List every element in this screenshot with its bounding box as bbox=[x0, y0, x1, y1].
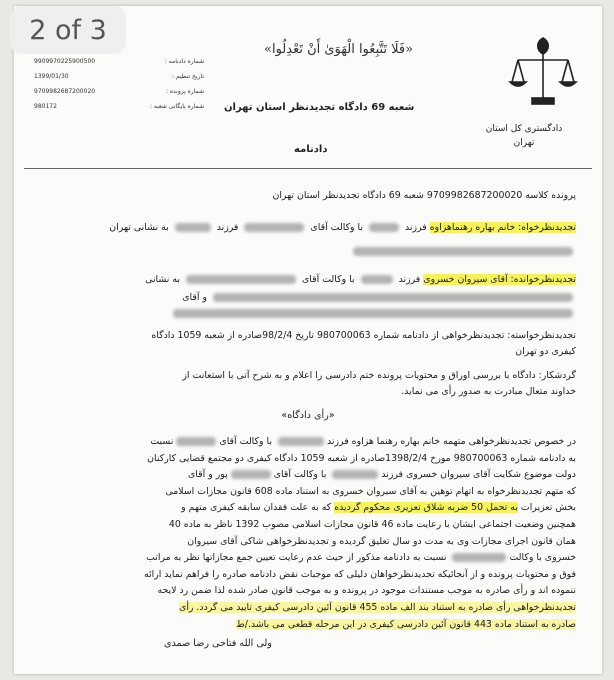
verdict-text: خسروی با وکالت bbox=[509, 552, 576, 564]
respondent-line bbox=[145, 272, 576, 288]
judiciary-emblem-icon bbox=[508, 32, 578, 110]
verdict-text: تجدیدنظرخواهی رأی صادره به استناد بند الف ماده 455 قانون آئین دادرسی کیفری تایید می گردد. رأی bbox=[178, 602, 576, 613]
verdict-text: صادره به استناد ماده 443 قانون آئین دادرسی کیفری در این مرحله قطعی می باشد./ط bbox=[236, 618, 576, 630]
meta-row bbox=[34, 99, 204, 114]
verdict-text: در خصوص تجدیدنظرخواهی متهمه خانم بهاره رهنما هزاوه فرزند bbox=[326, 436, 576, 447]
verdict-text: به دادنامه شماره 980700063 مورخ 1398/2/4صادره از شعبه 1059 دادگاه کیفری دو مجتمع قضایی کارکنان bbox=[147, 452, 576, 464]
meta-key: شماره پرونده : bbox=[165, 88, 204, 95]
verdict-line bbox=[144, 567, 576, 583]
header-divider bbox=[24, 168, 592, 169]
document-page bbox=[14, 6, 602, 674]
judge-signature: ولی الله فتاحی رضا صمدی bbox=[164, 638, 272, 649]
verdict-text: نسبت bbox=[150, 436, 174, 447]
respondent-details bbox=[170, 306, 576, 322]
appellant-text: فرزند bbox=[404, 222, 427, 233]
redacted-mark bbox=[369, 223, 399, 232]
verdict-line bbox=[165, 484, 576, 500]
verdict-line bbox=[147, 451, 576, 467]
respondent-label: تجدیدنظرخوانده: آقای سیروان خسروی bbox=[423, 274, 576, 285]
request-line: کیفری دو تهران bbox=[515, 346, 576, 357]
respondent-text: و آقای bbox=[182, 292, 208, 303]
redacted-mark bbox=[361, 275, 393, 284]
redacted-mark bbox=[173, 309, 573, 318]
verdict-text: همان قانون اجرای مجازات وی به مدت دو سال تعلیق گردیده و تجدیدنظرخواهی شاکی آقای سیروان bbox=[187, 535, 576, 547]
redacted-mark bbox=[332, 470, 378, 479]
redacted-mark bbox=[452, 553, 506, 562]
appellant-text: فرزند bbox=[216, 222, 239, 233]
verdict-text: پور و آقای bbox=[187, 469, 228, 481]
document-title: دادنامه bbox=[294, 144, 328, 155]
case-class-line: پرونده کلاسه 9709982687200020 شعبه 69 دادگاه تجدیدنظر استان تهران bbox=[272, 190, 576, 201]
organization-name: دادگستری کل استان تهران bbox=[485, 124, 563, 148]
document-meta bbox=[34, 54, 204, 114]
page-counter: 2 of 3 bbox=[10, 6, 126, 54]
verdict-text: همچنین وضعیت اجتماعی ایشان با رعایت ماده 46 قانون مجازات اسلامی مصوب 1392 ناظر به ماده 40 bbox=[168, 519, 576, 530]
verdict-line bbox=[169, 517, 576, 533]
verdict-text: با وکالت آقای bbox=[219, 436, 272, 447]
verdict-line bbox=[236, 617, 576, 633]
meta-key: شماره دادنامه : bbox=[164, 58, 204, 65]
verdict-line bbox=[187, 534, 576, 550]
verdict-text: با وکالت آقای bbox=[273, 469, 327, 481]
verdict-line bbox=[179, 600, 576, 616]
report-line: گردشکار: دادگاه با بررسی اوراق و محتویات پرونده ختم دادرسی را اعلام و به شرح آتی با استعانت از bbox=[182, 370, 576, 381]
verdict-text: دولت موضوع شکایت آقای سیروان خسروی فرزند bbox=[381, 469, 576, 481]
header-verse: «فَلَا تَتَّبِعُوا الْهَوَىٰ أَنْ تَعْدِلُوا» bbox=[264, 42, 414, 57]
verdict-line bbox=[181, 500, 576, 516]
verdict-line bbox=[150, 434, 576, 450]
verdict-text: ننموده اند و رأی صادره به موجب مستندات موجود در پرونده و به موجب قانون صادر شده لذا ضمن رد لایحه bbox=[157, 585, 576, 597]
redacted-mark bbox=[213, 293, 573, 302]
appellant-label: تجدیدنظرخواه: خانم بهاره رهنماهزاوه bbox=[429, 222, 576, 233]
meta-key: تاریخ تنظیم : bbox=[172, 73, 204, 80]
verdict-line bbox=[157, 583, 576, 599]
branch-name: شعبه 69 دادگاه تجدیدنظر استان تهران bbox=[224, 102, 415, 113]
redacted-mark bbox=[176, 437, 216, 446]
verdict-heading: «رأی دادگاه» bbox=[281, 410, 335, 421]
respondent-text: با وکالت آقای bbox=[301, 274, 355, 285]
redacted-mark bbox=[244, 223, 304, 232]
meta-value: 1399/01/30 bbox=[34, 73, 69, 80]
respondent-text: به نشانی bbox=[145, 274, 180, 285]
verdict-text: نسبت به دادنامه مذکور از حیث عدم رعایت تعیین جمع مجازاتها نظر به مراتب bbox=[146, 552, 447, 564]
redacted-mark bbox=[186, 275, 296, 284]
verdict-line bbox=[146, 550, 576, 566]
redacted-mark bbox=[231, 470, 271, 479]
meta-value: 980172 bbox=[34, 103, 57, 110]
report-line: خداوند متعال مبادرت به صدور رأی می نماید. bbox=[401, 386, 576, 397]
appellant-line bbox=[109, 220, 576, 236]
request-line: تجدیدنظرخواسته: تجدیدنظرخواهی از دادنامه شماره 980700063 تاریخ 98/2/4صادره از شعبه 1059 دادگاه bbox=[151, 330, 576, 341]
verdict-line bbox=[188, 467, 576, 483]
meta-row bbox=[34, 54, 204, 69]
respondent-details bbox=[182, 290, 576, 306]
appellant-address bbox=[156, 244, 576, 260]
meta-value: 9709982687200020 bbox=[34, 88, 96, 95]
meta-key: شماره بایگانی شعبه : bbox=[149, 103, 204, 110]
meta-row bbox=[34, 69, 204, 84]
verdict-text: که به علت فقدان سابقه کیفری متهم و bbox=[181, 502, 332, 514]
redacted-mark bbox=[278, 437, 324, 446]
redacted-mark bbox=[175, 223, 211, 232]
appellant-text: به نشانی تهران bbox=[109, 222, 169, 233]
meta-row bbox=[34, 84, 204, 99]
appellant-text: با وکالت آقای bbox=[310, 222, 364, 233]
verdict-text: فوق و محتویات پرونده و از آنجائیکه تجدیدنظرخواهان دلیلی که موجبات نقض دادنامه صادره را فراهم نماید ارائه bbox=[143, 568, 576, 580]
respondent-text: فرزند bbox=[398, 274, 421, 285]
verdict-text: بخش تعزیرات bbox=[520, 502, 576, 514]
verdict-text: که متهم تجدیدنظرخواه به اتهام توهین به آقای سیروان خسروی به استناد ماده 608 قانون مجازات اسلامی bbox=[165, 485, 576, 497]
meta-value: 9909970225900500 bbox=[34, 58, 96, 65]
verdict-text: به تحمل 50 ضربه شلاق تعزیری محکوم گردیده bbox=[334, 502, 518, 514]
redacted-mark bbox=[353, 247, 573, 256]
